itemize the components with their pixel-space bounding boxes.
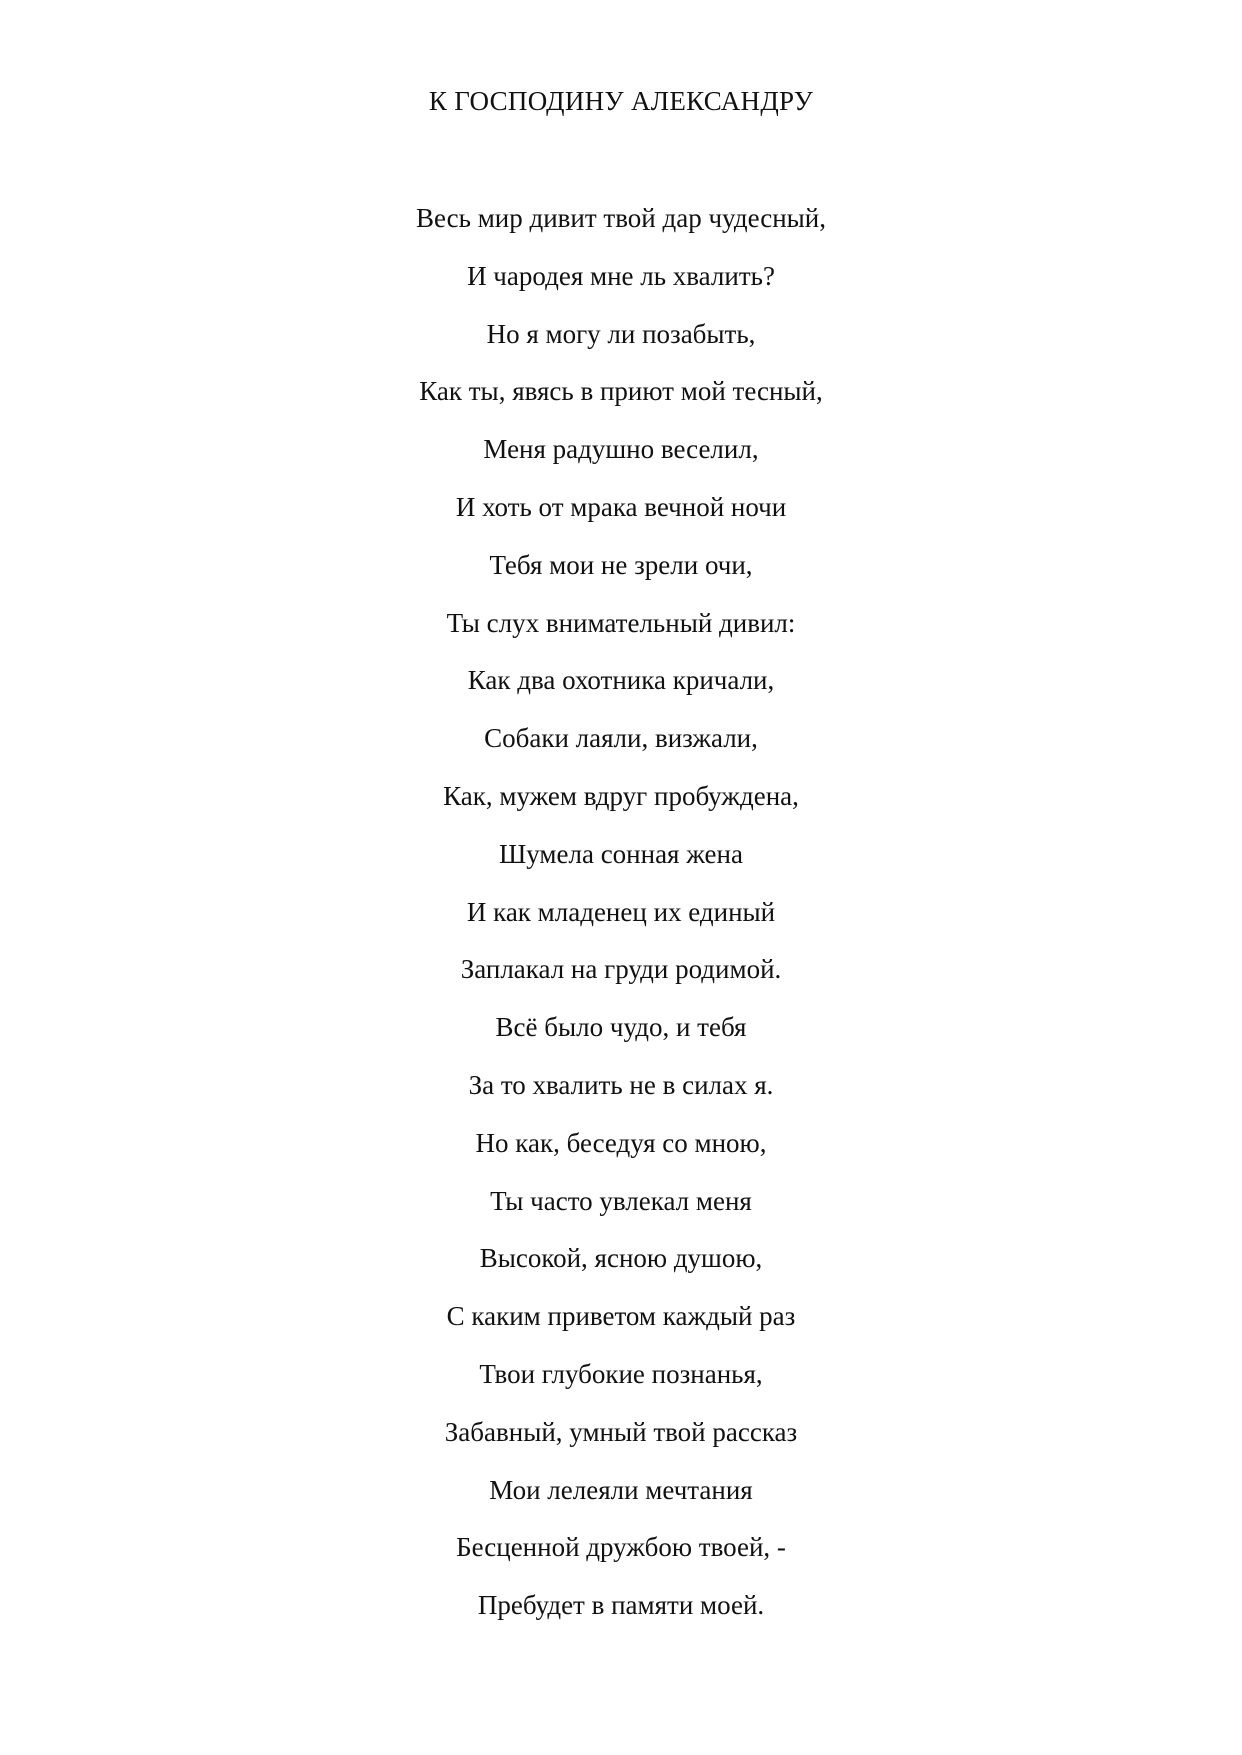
poem-line: Забавный, умный твой рассказ	[444, 1416, 798, 1447]
poem-line: Ты часто увлекал меня	[490, 1185, 752, 1216]
poem-line: Как, мужем вдруг пробуждена,	[443, 780, 799, 811]
poem-line: Весь мир дивит твой дар чудесный,	[415, 203, 826, 233]
poem-line: Но я могу ли позабыть,	[486, 318, 756, 349]
poem-line: И чародея мне ль хвалить?	[467, 260, 775, 291]
poem-line: И как младенец их единый	[466, 896, 776, 927]
poem-line: И хоть от мрака вечной ночи	[455, 491, 787, 522]
poem-line: Заплакал на груди родимой.	[460, 954, 782, 985]
poem-line: Мои лелеяли мечтания	[489, 1474, 753, 1505]
poem-line: Тебя мои не зрели очи,	[489, 549, 753, 580]
poem-line: Твои глубокие познанья,	[479, 1358, 763, 1389]
poem-line: Как два охотника кричали,	[467, 665, 775, 696]
poem-title: К ГОСПОДИНУ АЛЕКСАНДРУ	[428, 86, 814, 116]
poem-line: Ты слух внимательный дивил:	[446, 607, 796, 638]
poem-line: Пребудет в памяти моей.	[477, 1590, 765, 1621]
poem-line: Меня радушно веселил,	[483, 434, 759, 465]
poem-body	[0, 201, 1242, 1646]
poem-line: Собаки лаяли, визжали,	[484, 723, 758, 754]
poem-line: За то хвалить не в силах я.	[468, 1069, 774, 1100]
poem-line: Всё было чудо, и тебя	[495, 1012, 747, 1043]
poem-line: Шумела сонная жена	[499, 838, 743, 869]
poem-line: Бесценной дружбою твоей, -	[456, 1532, 786, 1563]
poem-line: Но как, беседуя со мною,	[475, 1127, 767, 1158]
poem-line: Как ты, явясь в приют мой тесный,	[419, 376, 823, 407]
poem-line: Высокой, ясною душою,	[479, 1243, 763, 1274]
poem-line: С каким приветом каждый раз	[446, 1301, 796, 1332]
